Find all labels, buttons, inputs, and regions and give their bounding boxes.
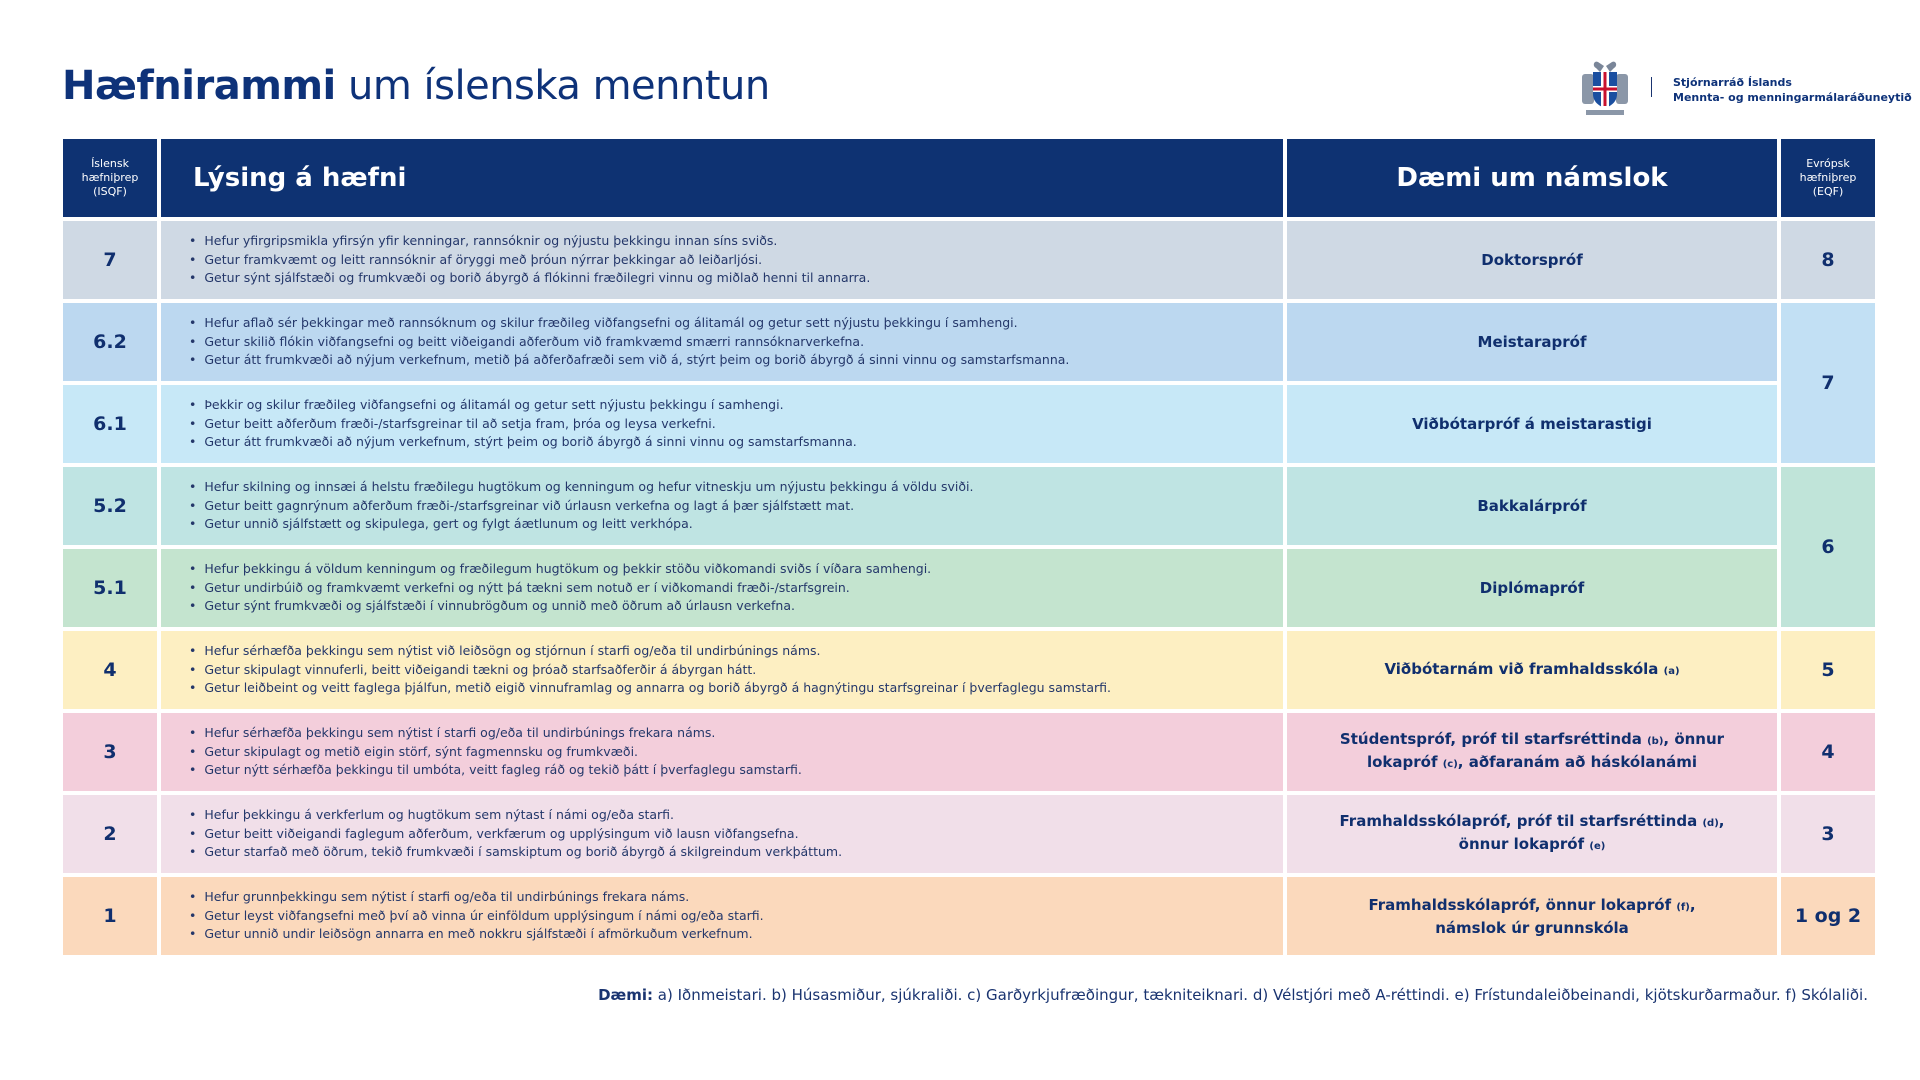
header-isqf: Íslensk hæfniþrep (ISQF)	[63, 139, 157, 217]
header-examples: Dæmi um námslok	[1287, 139, 1777, 217]
list-item: • Hefur skilning og innsæi á helstu fræðilegu hugtökum og kenningum og hefur vitneskju um nýjustu þekkingu á völdu sviði.	[189, 478, 973, 497]
description-cell	[161, 877, 1283, 955]
example-cell: Framhaldsskólapróf, önnur lokapróf (f), námslok úr grunnskóla	[1287, 877, 1777, 955]
list-item: • Getur beitt viðeigandi faglegum aðferðum, verkfærum og upplýsingum við lausn viðfangsefna.	[189, 825, 842, 844]
list-item: • Getur skilið flókin viðfangsefni og beitt viðeigandi aðferðum við framkvæmd smærri rannsóknarverkefna.	[189, 333, 1069, 352]
list-item: • Hefur grunnþekkingu sem nýtist í starfi og/eða til undirbúnings frekara náms.	[189, 888, 764, 907]
description-cell	[161, 795, 1283, 873]
government-logo	[1578, 56, 1920, 122]
description-cell	[161, 549, 1283, 627]
example-cell: Framhaldsskólapróf, próf til starfsréttinda (d), önnur lokapróf (e)	[1287, 795, 1777, 873]
level-cell: 5.1	[63, 549, 157, 627]
list-item: • Getur átt frumkvæði að nýjum verkefnum, stýrt þeim og borið ábyrgð á sinni vinnu og samstarfsmanna.	[189, 433, 857, 452]
list-item: • Getur unnið undir leiðsögn annarra en með nokkru sjálfstæði í afmörkuðum verkefnum.	[189, 925, 764, 944]
description-cell	[161, 221, 1283, 299]
list-item: • Getur starfað með öðrum, tekið frumkvæði í samskiptum og borið ábyrgð á skilgreindum verkþáttum.	[189, 843, 842, 862]
level-cell: 7	[63, 221, 157, 299]
header-description: Lýsing á hæfni	[161, 139, 1283, 217]
eqf-cell: 4	[1781, 713, 1875, 791]
description-cell	[161, 467, 1283, 545]
example-cell: Bakkalárpróf	[1287, 467, 1777, 545]
list-item: • Getur framkvæmt og leitt rannsóknir af öryggi með þróun nýrrar þekkingar að leiðarljósi.	[189, 251, 870, 270]
footnote: Dæmi: a) Iðnmeistari. b) Húsasmiður, sjúkraliði. c) Garðyrkjufræðingur, tækniteiknari. d) Vélstjóri með A-réttindi. e) Frístundaleiðbeinandi, kjötskurðarmaður. f) Skólaliði.	[598, 986, 1868, 1004]
eqf-cell: 8	[1781, 221, 1875, 299]
level-cell: 4	[63, 631, 157, 709]
list-item: • Getur sýnt frumkvæði og sjálfstæði í vinnubrögðum og unnið með öðrum að úrlausn verkefna.	[189, 597, 931, 616]
level-cell: 2	[63, 795, 157, 873]
list-item: • Getur skipulagt og metið eigin störf, sýnt fagmennsku og frumkvæði.	[189, 743, 802, 762]
example-cell: Viðbótarpróf á meistarastigi	[1287, 385, 1777, 463]
list-item: • Getur beitt gagnrýnum aðferðum fræði-/starfsgreinar við úrlausn verkefna og lagt á þær sjálfstætt mat.	[189, 497, 973, 516]
list-item: • Hefur aflað sér þekkingar með rannsóknum og skilur fræðileg viðfangsefni og álitamál og getur sett nýjustu þekkingu í samhengi.	[189, 314, 1069, 333]
list-item: • Getur unnið sjálfstætt og skipulega, gert og fylgt áætlunum og leitt verkhópa.	[189, 515, 973, 534]
list-item: • Getur leyst viðfangsefni með því að vinna úr einföldum upplýsingum í námi og/eða starfi.	[189, 907, 764, 926]
level-cell: 3	[63, 713, 157, 791]
list-item: • Hefur þekkingu á völdum kenningum og fræðilegum hugtökum og þekkir stöðu viðkomandi sviðs í víðara samhengi.	[189, 560, 931, 579]
list-item: • Hefur yfirgripsmikla yfirsýn yfir kenningar, rannsóknir og nýjustu þekkingu innan síns sviðs.	[189, 232, 870, 251]
description-cell	[161, 631, 1283, 709]
example-cell: Diplómapróf	[1287, 549, 1777, 627]
logo-line-1: Stjórnarráð Íslands	[1673, 76, 1792, 89]
level-cell: 5.2	[63, 467, 157, 545]
level-cell: 6.2	[63, 303, 157, 381]
eqf-cell: 1 og 2	[1781, 877, 1875, 955]
example-cell: Stúdentspróf, próf til starfsréttinda (b), önnur lokapróf (c), aðfaranám að háskólanámi	[1287, 713, 1777, 791]
coat-of-arms-icon	[1578, 56, 1632, 118]
description-cell	[161, 713, 1283, 791]
list-item: • Getur skipulagt vinnuferli, beitt viðeigandi tækni og þróað starfsaðferðir á ábyrgan hátt.	[189, 661, 1111, 680]
qualification-framework-table	[63, 139, 1875, 955]
logo-line-2: Mennta- og menningarmálaráðuneytið	[1673, 91, 1912, 104]
logo-separator	[1651, 77, 1652, 97]
list-item: • Getur leiðbeint og veitt faglega þjálfun, metið eigið vinnuframlag og annarra og borið ábyrgð á hagnýtingu starfsgreinar í þverfaglegu samstarfi.	[189, 679, 1111, 698]
list-item: • Getur beitt aðferðum fræði-/starfsgreinar til að setja fram, þróa og leysa verkefni.	[189, 415, 857, 434]
list-item: • Getur nýtt sérhæfða þekkingu til umbóta, veitt fagleg ráð og tekið þátt í þverfaglegu samstarfi.	[189, 761, 802, 780]
description-cell	[161, 303, 1283, 381]
list-item: • Getur átt frumkvæði að nýjum verkefnum, metið þá aðferðafræði sem við á, stýrt þeim og borið ábyrgð á sinni vinnu og samstarfsmanna.	[189, 351, 1069, 370]
header-eqf: Evrópsk hæfniþrep (EQF)	[1781, 139, 1875, 217]
list-item: • Þekkir og skilur fræðileg viðfangsefni og álitamál og getur sett nýjustu þekkingu í samhengi.	[189, 396, 857, 415]
list-item: • Hefur sérhæfða þekkingu sem nýtist í starfi og/eða til undirbúnings frekara náms.	[189, 724, 802, 743]
eqf-cell: 7	[1781, 303, 1875, 463]
eqf-cell: 3	[1781, 795, 1875, 873]
level-cell: 6.1	[63, 385, 157, 463]
page-title: Hæfnirammi um íslenska menntun	[62, 63, 770, 109]
example-cell: Viðbótarnám við framhaldsskóla (a)	[1287, 631, 1777, 709]
example-cell: Doktorspróf	[1287, 221, 1777, 299]
example-cell: Meistarapróf	[1287, 303, 1777, 381]
eqf-cell: 5	[1781, 631, 1875, 709]
level-cell: 1	[63, 877, 157, 955]
list-item: • Getur undirbúið og framkvæmt verkefni og nýtt þá tækni sem notuð er í viðkomandi fræði-/starfsgrein.	[189, 579, 931, 598]
eqf-cell: 6	[1781, 467, 1875, 627]
list-item: • Getur sýnt sjálfstæði og frumkvæði og borið ábyrgð á flókinni fræðilegri vinnu og miðlað henni til annarra.	[189, 269, 870, 288]
list-item: • Hefur þekkingu á verkferlum og hugtökum sem nýtast í námi og/eða starfi.	[189, 806, 842, 825]
description-cell	[161, 385, 1283, 463]
list-item: • Hefur sérhæfða þekkingu sem nýtist við leiðsögn og stjórnun í starfi og/eða til undirbúnings náms.	[189, 642, 1111, 661]
